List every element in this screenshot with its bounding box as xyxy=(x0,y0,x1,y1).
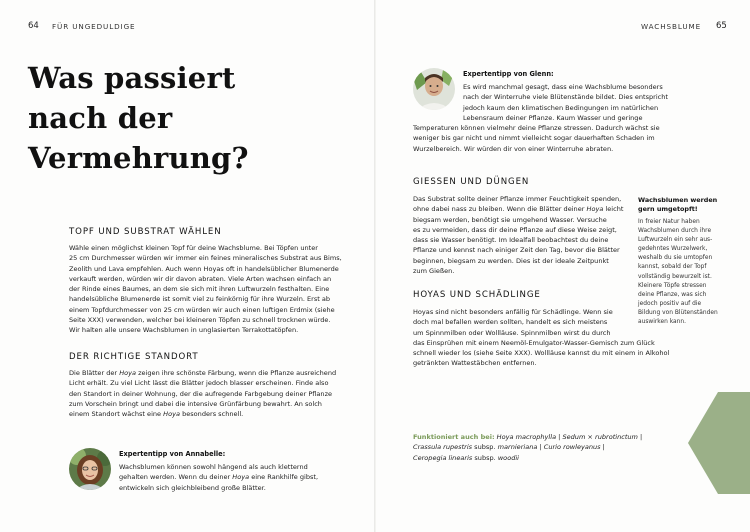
sidebox-title-line: gern umgetopft! xyxy=(638,205,698,213)
section-body-topf xyxy=(69,243,359,336)
text-line: Crassula rupestris subsp. marnieriana | Curio rowleyanus | xyxy=(413,443,605,452)
text-line: der Rinde eines Baumes, an dem sie sich mit ihren Luftwurzeln festhalten. Eine xyxy=(69,285,330,294)
text-line: biegsam werden, benötigt sie umgehend Wasser. Versuche xyxy=(413,215,607,224)
page-headline xyxy=(28,58,328,178)
works-label: Funktioniert auch bei: xyxy=(413,433,495,441)
text-line: In freier Natur haben xyxy=(638,219,700,225)
headline-line: nach der xyxy=(28,101,173,135)
section-body-schaedlinge xyxy=(413,307,675,369)
text-line: Bildung von Blütenständen xyxy=(638,309,718,316)
tip-glenn-text-indented xyxy=(463,82,713,123)
text-line: Seite XXX) verwenden, welcher bei kleineren Töpfen zu schnell trocknen würde. xyxy=(69,316,331,325)
text-line: Pflanze und kennst nach einiger Zeit den Tag, bevor die Blätter xyxy=(413,246,620,255)
text-line: Die Blätter der Hoya zeigen ihre schönste Färbung, wenn die Pflanze ausreichend xyxy=(69,369,337,377)
text-line: auswirken kann. xyxy=(638,319,686,326)
text-line: zum Gießen. xyxy=(413,267,455,276)
text-line: deine Pflanze, was sich xyxy=(638,291,707,298)
right-running-head: WACHSBLUME xyxy=(641,22,702,31)
sidebox-title xyxy=(638,196,738,214)
text-line: den Standort in deiner Wohnung, der die aufregende Farbgebung deiner Pflanze xyxy=(69,389,333,398)
text-line: Wähle einen möglichst kleinen Topf für deine Wachsblume. Bei Töpfen unter xyxy=(69,244,318,252)
avatar-annabelle xyxy=(69,448,111,490)
text-line: getränkten Wattestäbchen entfernen. xyxy=(413,359,537,368)
left-page-number: 64 xyxy=(28,21,39,31)
headline-line: Was passiert xyxy=(28,61,236,95)
text-line: Funktioniert auch bei: Hoya macrophylla | Sedum × rubrotinctum | xyxy=(413,433,643,441)
tip-glenn-text-full xyxy=(413,123,713,154)
section-body-standort xyxy=(69,368,359,419)
text-line: kannst, sobald der Topf xyxy=(638,264,707,271)
section-title-standort: DER RICHTIGE STANDORT xyxy=(69,352,199,362)
text-line: zum Vorschein bringt und dabei die intensive Grünfärbung bewahrt. An solch xyxy=(69,399,322,408)
text-line: um Spinnmilben oder Wollläuse. Spinnmilben wirst du durch xyxy=(413,328,611,337)
section-title-topf: TOPF UND SUBSTRAT WÄHLEN xyxy=(69,227,222,237)
text-line: verkauft werden, würden wir dir davon abraten. Viele Arten wachsen einfach an xyxy=(69,274,332,283)
text-line: gedehntes Wurzelwerk, xyxy=(638,246,708,253)
text-line: doch mal befallen werden sollten, handelt es sich meistens xyxy=(413,318,608,327)
text-line: Das Substrat sollte deiner Pflanze immer Feuchtigkeit spenden, xyxy=(413,195,622,203)
text-line: 25 cm Durchmesser würden wir immer ein feines mineralisches Substrat aus Bims, xyxy=(69,254,342,263)
text-line: Wachsblumen durch ihre xyxy=(638,228,712,235)
text-line: das Einsprühen mit einem Neemöl-Emulgator-Wasser-Gemisch zum Glück xyxy=(413,338,655,347)
page-gutter xyxy=(374,0,376,532)
text-line: einem Topfdurchmesser von 25 cm würden wir auch einen luftigen Erdmix (siehe xyxy=(69,305,335,314)
works-also-with xyxy=(413,432,643,463)
text-line: dass sie Wasser benötigt. Im Idealfall beobachtest du deine xyxy=(413,236,609,245)
text-line: handelsübliche Blumenerde ist somit viel zu feinkörnig für ihre Wurzeln. Erst ab xyxy=(69,295,331,304)
text-line: Ceropegia linearis subsp. woodii xyxy=(413,453,519,462)
sidebox-title-line: Wachsblumen werden xyxy=(638,196,718,204)
text-line: weshalb du sie umtopfen xyxy=(638,255,713,262)
text-line: nach der Winterruhe viele Blütenstände bildet. Dies entspricht xyxy=(463,93,668,102)
text-line: gehalten werden. Wenn du deiner Hoya eine Rankhilfe gibst, xyxy=(119,473,319,482)
section-title-schaedlinge: HOYAS UND SCHÄDLINGE xyxy=(413,290,541,300)
tip-glenn-name: Expertentipp von Glenn: xyxy=(463,70,554,78)
avatar-annabelle-photo-icon xyxy=(69,448,111,490)
right-page-number: 65 xyxy=(716,21,727,31)
text-line: entwickeln sich gleichbleibend große Blätter. xyxy=(119,483,266,492)
text-line: Zeolith und Lava empfehlen. Auch wenn Hoyas oft in handelsüblicher Blumenerde xyxy=(69,264,339,273)
tip-annabelle-text xyxy=(119,462,349,493)
text-line: jedoch positiv auf die xyxy=(638,300,702,307)
text-line: Lebensraum deiner Pflanze. Kaum Wasser und geringe xyxy=(463,113,643,122)
text-line: Wurzelbereich. Wir würden dir von einer Winterruhe abraten. xyxy=(413,144,614,153)
text-line: vollständig bewurzelt ist. xyxy=(638,273,712,280)
avatar-glenn xyxy=(413,68,455,110)
text-line: Luftwurzeln ein sehr aus- xyxy=(638,237,713,244)
text-line: einem Standort wächst eine Hoya besonders schnell. xyxy=(69,410,244,419)
text-line: Wir halten alle unsere Wachsblumen in unglasierten Terrakottatöpfen. xyxy=(69,326,299,335)
text-line: es zu vermeiden, dass dir deine Pflanze auf diese Weise zeigt, xyxy=(413,225,617,234)
text-line: Wachsblumen können sowohl hängend als auch kletternd xyxy=(119,463,308,471)
text-line: jedoch kaum den klimatischen Bedingungen im natürlichen xyxy=(463,103,659,112)
section-title-giessen: GIESSEN UND DÜNGEN xyxy=(413,177,530,187)
text-line: Licht erhält. Zu viel Licht lässt die Blätter jedoch blasser erscheinen. Finde also xyxy=(69,379,329,388)
text-line: weniger bis gar nicht und nimmt vielleicht sogar dauerhaften Schaden im xyxy=(413,134,655,143)
avatar-glenn-photo-icon xyxy=(413,68,455,110)
text-line: Temperaturen können vielmehr deine Pflanze stressen. Dadurch wächst sie xyxy=(413,124,660,132)
sidebox-text xyxy=(638,218,738,327)
text-line: Es wird manchmal gesagt, dass eine Wachsblume besonders xyxy=(463,83,663,91)
text-line: ohne dabei nass zu bleiben. Wenn die Blätter deiner Hoya leicht xyxy=(413,205,624,214)
left-running-head: FÜR UNGEDULDIGE xyxy=(52,22,136,31)
text-line: beginnen, biegsam zu werden. Dies ist der ideale Zeitpunkt xyxy=(413,256,609,265)
text-line: Hoyas sind nicht besonders anfällig für Schädlinge. Wenn sie xyxy=(413,308,613,316)
tip-annabelle-name: Expertentipp von Annabelle: xyxy=(119,450,226,458)
green-hexagon-shape-icon xyxy=(688,392,750,494)
section-body-giessen xyxy=(413,194,631,276)
text-line: Kleinere Töpfe stressen xyxy=(638,282,707,289)
headline-line: Vermehrung? xyxy=(28,141,249,175)
text-line: schnell wieder los (siehe Seite XXX). Wollläuse kannst du mit einem in Alkohol xyxy=(413,349,670,358)
